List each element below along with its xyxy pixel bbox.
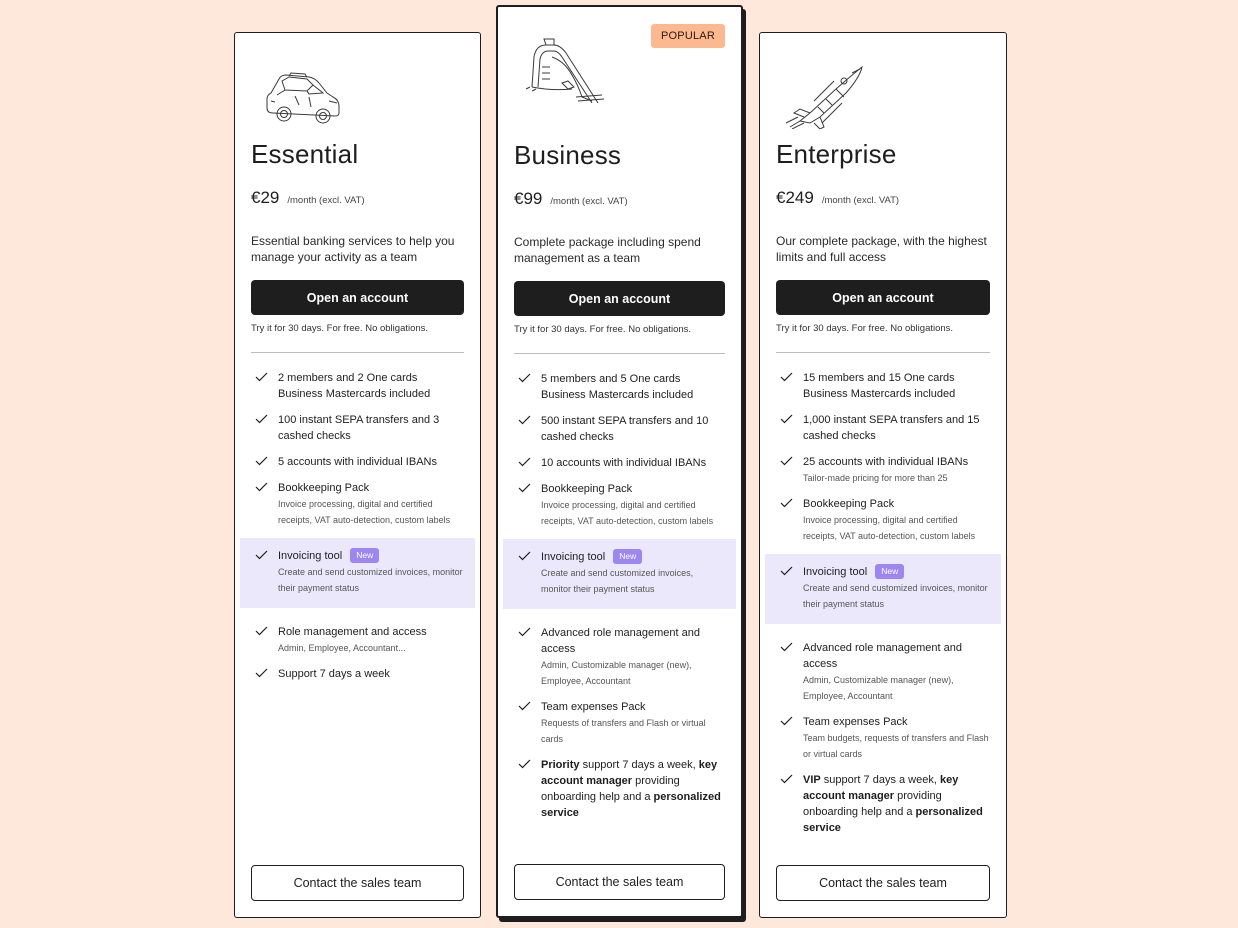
check-icon (518, 457, 531, 467)
feature-item: 5 members and 5 One cards Business Mastercards included (514, 371, 725, 403)
check-icon (255, 550, 268, 560)
feature-item-invoicing: Invoicing tool New Create and send customized invoices, monitor their payment status (503, 539, 736, 609)
feature-detail: Invoice processing, digital and certified receipts, VAT auto-detection, custom labels (278, 499, 451, 525)
check-icon (518, 759, 531, 769)
feature-item: Advanced role management and access Admin, Customizable manager (new), Employee, Accountant (776, 640, 990, 704)
contact-sales-button[interactable]: Contact the sales team (251, 865, 464, 901)
check-icon (518, 415, 531, 425)
price-period: /month (excl. VAT) (287, 195, 365, 206)
feature-list (514, 371, 725, 831)
trial-note: Try it for 30 days. For free. No obligations. (514, 324, 692, 335)
feature-item-support: Priority support 7 days a week, key account manager providing onboarding help and a personalized service (514, 757, 725, 821)
open-account-button[interactable]: Open an account (776, 280, 990, 315)
price-period: /month (excl. VAT) (821, 195, 900, 206)
plan-name: Enterprise (776, 139, 897, 169)
plan-description: Our complete package, with the highest limits and full access (776, 234, 987, 264)
feature-item: 100 instant SEPA transfers and 3 cashed checks (251, 412, 464, 444)
check-icon (780, 372, 793, 382)
feature-item: Bookkeeping Pack Invoice processing, digital and certified receipts, VAT auto-detection, custom labels (251, 480, 464, 528)
check-icon (780, 498, 793, 508)
plan-card-essential (234, 32, 481, 918)
feature-item-invoicing: Invoicing tool New Create and send customized invoices, monitor their payment status (240, 538, 475, 608)
feature-item: 15 members and 15 One cards Business Mastercards included (776, 370, 990, 402)
divider (776, 352, 990, 353)
feature-item: 2 members and 2 One cards Business Mastercards included (251, 370, 464, 402)
feature-item: 10 accounts with individual IBANs (514, 455, 725, 471)
check-icon (255, 414, 268, 424)
feature-detail: Tailor-made pricing for more than 25 (803, 473, 948, 483)
plan-card-enterprise (759, 32, 1007, 918)
feature-list (251, 370, 464, 692)
feature-detail: Team budgets, requests of transfers and Flash or virtual cards (803, 733, 989, 759)
contact-sales-button[interactable]: Contact the sales team (776, 865, 990, 901)
check-icon (255, 482, 268, 492)
feature-item: Role management and access Admin, Employee, Accountant... (251, 624, 464, 656)
feature-detail: Invoice processing, digital and certified receipts, VAT auto-detection, custom labels (541, 500, 714, 526)
price: €99 (514, 189, 543, 208)
check-icon (780, 642, 793, 652)
check-icon (780, 414, 793, 424)
check-icon (518, 483, 531, 493)
price-row (776, 188, 899, 208)
check-icon (518, 373, 531, 383)
feature-item: Advanced role management and access Admin, Customizable manager (new), Employee, Accountant (514, 625, 725, 689)
plan-description: Complete package including spend management as a team (514, 235, 701, 265)
check-icon (518, 551, 531, 561)
feature-list (776, 370, 990, 846)
feature-detail: Admin, Customizable manager (new), Employee, Accountant (803, 675, 954, 701)
check-icon (255, 668, 268, 678)
check-icon (255, 456, 268, 466)
feature-item: 5 accounts with individual IBANs (251, 454, 464, 470)
price-row (251, 188, 365, 208)
price: €29 (251, 188, 280, 207)
new-badge: New (613, 549, 642, 564)
price-period: /month (excl. VAT) (550, 196, 628, 207)
new-badge: New (350, 548, 379, 563)
feature-detail: Admin, Employee, Accountant... (278, 643, 406, 653)
feature-detail: Admin, Customizable manager (new), Employee, Accountant (541, 660, 692, 686)
feature-detail: Create and send customized invoices, monitor their payment status (803, 583, 988, 609)
check-icon (255, 372, 268, 382)
check-icon (518, 701, 531, 711)
check-icon (780, 456, 793, 466)
check-icon (780, 716, 793, 726)
trial-note: Try it for 30 days. For free. No obligations. (251, 323, 429, 334)
feature-detail: Create and send customized invoices, monitor their payment status (278, 567, 463, 593)
feature-item: Bookkeeping Pack Invoice processing, digital and certified receipts, VAT auto-detection, custom labels (776, 496, 990, 544)
feature-item: Support 7 days a week (251, 666, 464, 682)
plan-name: Essential (251, 139, 359, 169)
plan-description: Essential banking services to help you manage your activity as a team (251, 234, 455, 264)
feature-item: Bookkeeping Pack Invoice processing, digital and certified receipts, VAT auto-detection, custom labels (514, 481, 725, 529)
feature-item: Team expenses Pack Requests of transfers and Flash or virtual cards (514, 699, 725, 747)
new-badge: New (875, 564, 904, 579)
check-icon (255, 626, 268, 636)
feature-item: Team expenses Pack Team budgets, requests of transfers and Flash or virtual cards (776, 714, 990, 762)
check-icon (518, 627, 531, 637)
price: €249 (776, 188, 814, 207)
feature-item-invoicing: Invoicing tool New Create and send customized invoices, monitor their payment status (765, 554, 1001, 624)
open-account-button[interactable]: Open an account (514, 281, 725, 316)
check-icon (780, 774, 793, 784)
open-account-button[interactable]: Open an account (251, 280, 464, 315)
trial-note: Try it for 30 days. For free. No obligations. (776, 323, 954, 334)
divider (514, 353, 725, 354)
divider (251, 352, 464, 353)
popular-badge: POPULAR (651, 24, 725, 48)
feature-item-support: VIP support 7 days a week, key account manager providing onboarding help and a personalized service (776, 772, 990, 836)
feature-detail: Invoice processing, digital and certified receipts, VAT auto-detection, custom labels (803, 515, 976, 541)
check-icon (780, 566, 793, 576)
plan-card-business (496, 5, 743, 918)
contact-sales-button[interactable]: Contact the sales team (514, 864, 725, 900)
price-row (514, 189, 628, 209)
feature-item: 1,000 instant SEPA transfers and 15 cashed checks (776, 412, 990, 444)
feature-detail: Create and send customized invoices, monitor their payment status (541, 568, 694, 594)
plan-name: Business (514, 140, 622, 170)
feature-item: 500 instant SEPA transfers and 10 cashed checks (514, 413, 725, 445)
feature-item: 25 accounts with individual IBANs Tailor-made pricing for more than 25 (776, 454, 990, 486)
feature-detail: Requests of transfers and Flash or virtual cards (541, 718, 706, 744)
